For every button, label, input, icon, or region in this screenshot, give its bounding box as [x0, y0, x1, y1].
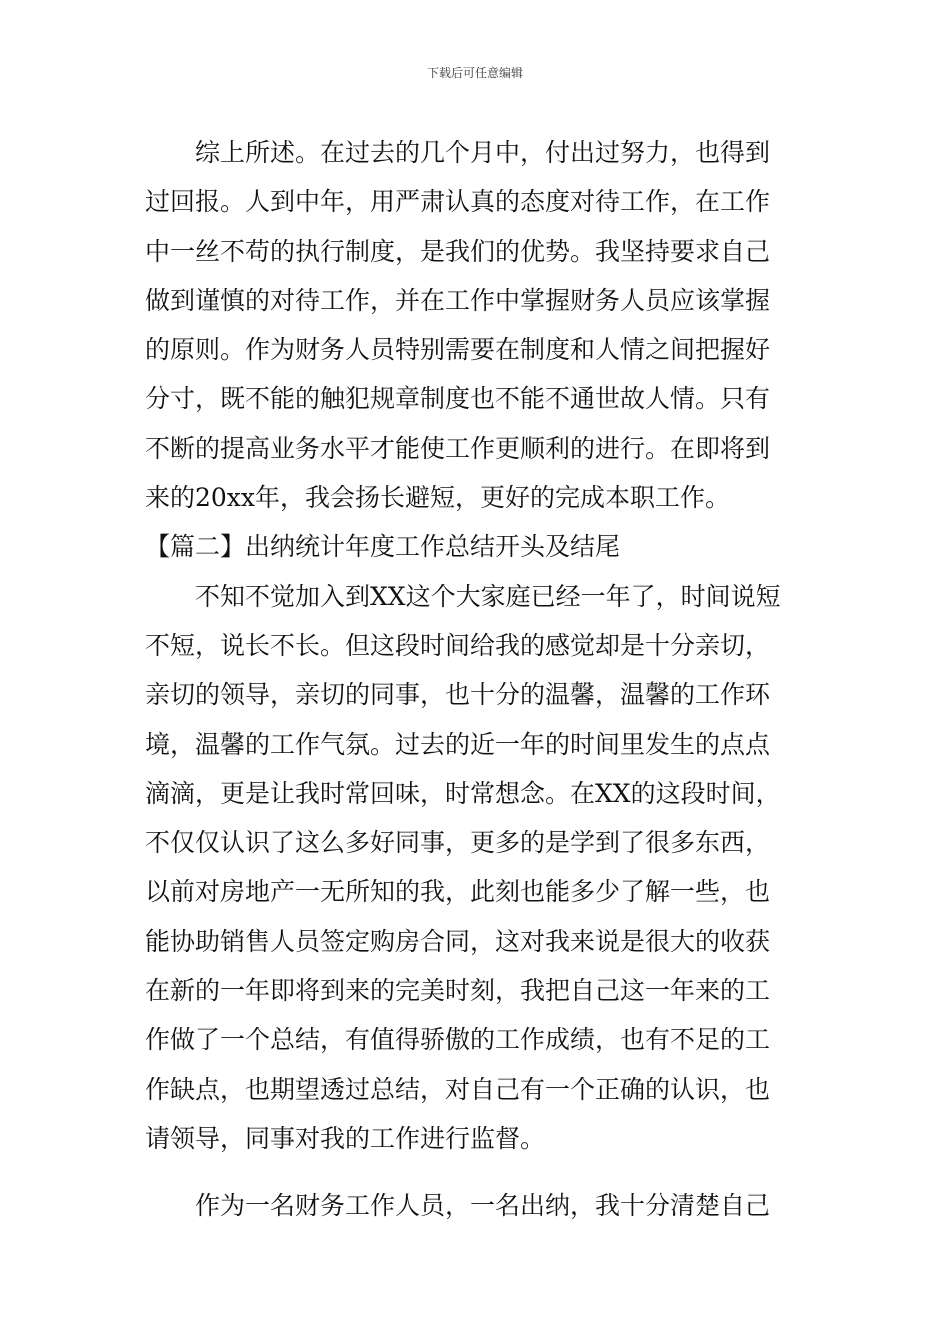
text-line: 请领导，同事对我的工作进行监督。	[145, 1123, 546, 1153]
text-line: 不短，说长不长。但这段时间给我的感觉却是十分亲切，	[145, 630, 771, 660]
text-line: 分寸，既不能的触犯规章制度也不能不通世故人情。只有	[145, 384, 771, 414]
text-line: 不断的提高业务水平才能使工作更顺利的进行。在即将到	[145, 433, 771, 463]
text-line: 做到谨慎的对待工作，并在工作中掌握财务人员应该掌握	[145, 285, 771, 315]
text-line: 滴滴，更是让我时常回味，时常想念。在XX的这段时间，	[145, 778, 781, 808]
text-line: 中一丝不苟的执行制度，是我们的优势。我坚持要求自己	[145, 236, 771, 266]
text-line: 境，温馨的工作气氛。过去的近一年的时间里发生的点点	[145, 729, 771, 759]
text-line: 作做了一个总结，有值得骄傲的工作成绩，也有不足的工	[145, 1025, 771, 1055]
document-body	[145, 128, 810, 1231]
download-note: 下载后可任意编辑	[426, 66, 523, 80]
text-line: 综上所述。在过去的几个月中，付出过努力，也得到	[145, 138, 771, 167]
paragraph-gap	[145, 1163, 810, 1181]
text-line: 作缺点，也期望透过总结，对自己有一个正确的认识，也	[145, 1074, 771, 1104]
text-line: 过回报。人到中年，用严肃认真的态度对待工作，在工作	[145, 187, 771, 217]
text-line: 作为一名财务工作人员，一名出纳，我十分清楚自己	[145, 1191, 771, 1221]
section-heading: 【篇二】出纳统计年度工作总结开头及结尾	[145, 532, 621, 562]
text-line: 不知不觉加入到XX这个大家庭已经一年了，时间说短	[145, 581, 781, 611]
text-line: 以前对房地产一无所知的我，此刻也能多少了解一些，也	[145, 877, 771, 907]
text-line: 来的20xx年，我会扬长避短，更好的完成本职工作。	[145, 483, 731, 513]
text-line: 不仅仅认识了这么多好同事，更多的是学到了很多东西，	[145, 828, 771, 858]
text-line: 亲切的领导，亲切的同事，也十分的温馨，温馨的工作环	[145, 680, 771, 710]
text-line: 在新的一年即将到来的完美时刻，我把自己这一年来的工	[145, 976, 771, 1006]
text-line: 的原则。作为财务人员特别需要在制度和人情之间把握好	[145, 335, 771, 365]
text-line: 能协助销售人员签定购房合同，这对我来说是很大的收获	[145, 926, 771, 956]
